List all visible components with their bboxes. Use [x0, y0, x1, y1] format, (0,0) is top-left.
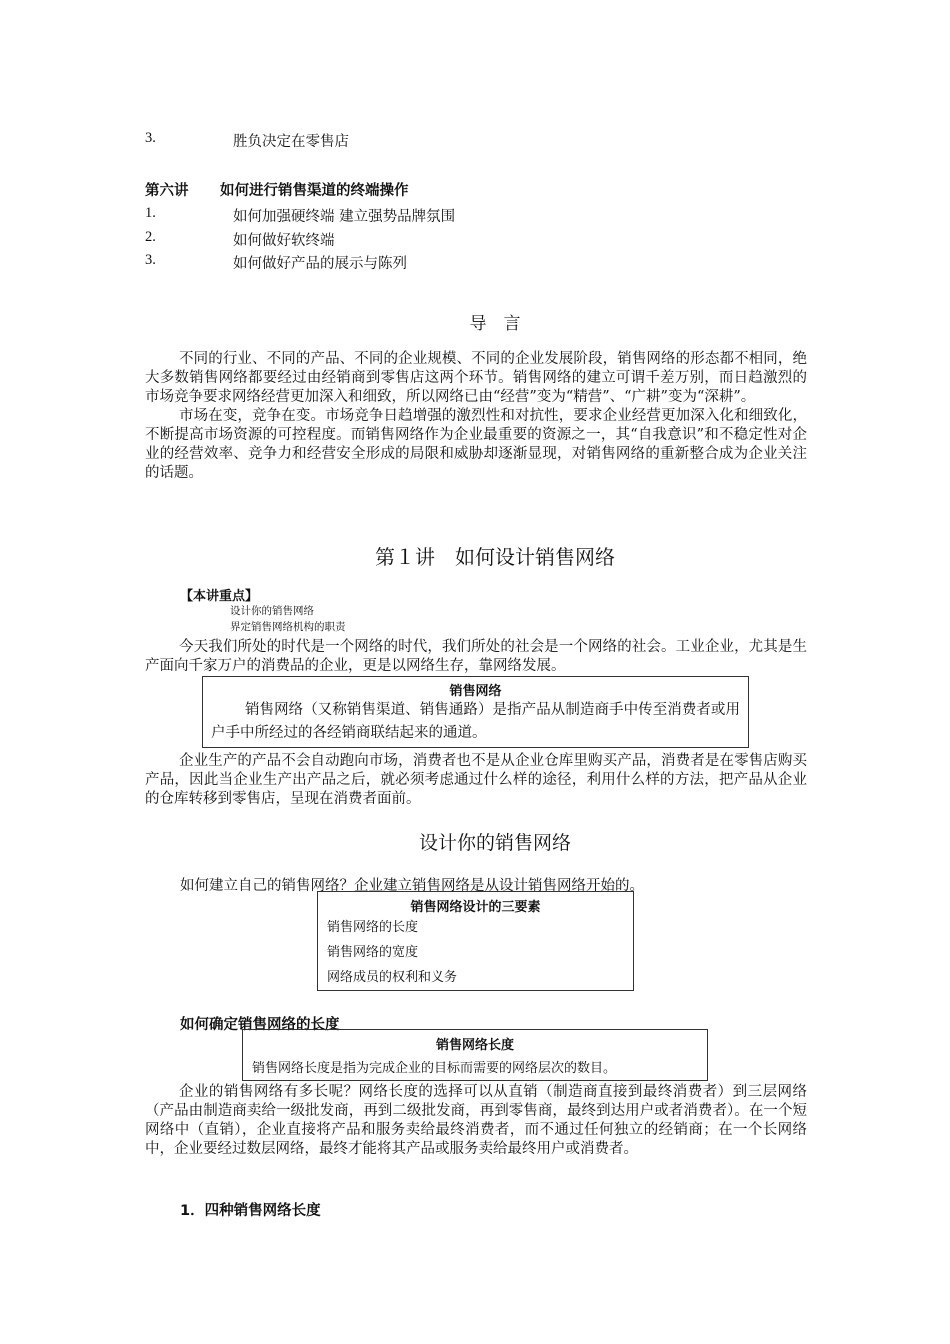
elements-box — [317, 891, 634, 991]
length-para — [145, 1083, 807, 1159]
lecture6-item-text: 如何做好产品的展示与陈列 — [233, 256, 407, 272]
elements-box-item: 网络成员的权利和义务 — [327, 970, 458, 985]
paragraph-text: 企业生产的产品不会自动跑向市场，消费者也不是从企业仓库里购买产品，消费者是在零售店购买产品，因此当企业生产出产品之后，就必须考虑通过什么样的途径，利用什么样的方法，把产品从企业的仓库转移到零售店，呈现在消费者面前。 — [145, 753, 807, 807]
paragraph-text: 企业的销售网络有多长呢？网络长度的选择可以从直销（制造商直接到最终消费者）到三层网络（产品由制造商卖给一级批发商，再到二级批发商，再到零售商，最终到达用户或者消费者）。在一个短网络中（直销），企业直接将产品和服务卖给最终消费者，而不通过任何独立的经销商；在一个长网络中，企业要经过数层网络，最终才能将其产品或服务卖给最终用户或消费者。 — [145, 1084, 807, 1157]
lecture6-label: 第六讲 — [145, 183, 189, 199]
definition-box — [202, 676, 749, 748]
subheading-four-lengths: 1．四种销售网络长度 — [180, 1203, 321, 1219]
intro-paragraph: 市场在变，竞争在变。市场竞争日趋增强的激烈性和对抗性，要求企业经营更加深入化和细致化，不断提高市场资源的可控程度。而销售网络作为企业最重要的资源之一，其“自我意识”和不稳定性对企业的经营效率、竞争力和经营安全形成的局限和威胁却逐渐显现，对销售网络的重新整合成为企业关注的话题。 — [145, 408, 807, 481]
intro-body — [145, 350, 807, 483]
definition-box-text: 销售网络（又称销售渠道、销售通路）是指产品从制造商手中传至消费者或用户手中所经过的各经销商联结起来的通道。 — [211, 702, 740, 741]
length-heading: 如何确定销售网络的长度 — [180, 1017, 340, 1033]
toc-item-number: 3. — [145, 130, 156, 146]
design-intro: 如何建立自己的销售网络？企业建立销售网络是从设计销售网络开始的。 — [180, 878, 644, 894]
length-box-title: 销售网络长度 — [435, 1038, 514, 1053]
toc-item-text: 胜负决定在零售店 — [233, 134, 349, 150]
lecture6-item-number: 2. — [145, 229, 156, 245]
elements-box-item: 销售网络的宽度 — [327, 945, 419, 960]
intro-heading: 导 言 — [469, 314, 521, 334]
design-heading: 设计你的销售网络 — [418, 832, 571, 854]
definition-box-title: 销售网络 — [449, 684, 502, 699]
lecture6-item-number: 3. — [145, 252, 156, 268]
focus-label: 【本讲重点】 — [180, 589, 259, 604]
focus-item: 界定销售网络机构的职责 — [230, 621, 346, 633]
lecture1-heading: 第１讲 如何设计销售网络 — [375, 545, 615, 569]
lecture6-item-text: 如何做好软终端 — [233, 233, 335, 249]
lecture1-para1 — [145, 638, 807, 676]
lecture6-item-text: 如何加强硬终端 建立强势品牌氛围 — [233, 209, 456, 225]
lecture6-item-number: 1. — [145, 205, 156, 221]
length-box — [242, 1029, 708, 1081]
intro-paragraph: 不同的行业、不同的产品、不同的企业规模、不同的企业发展阶段，销售网络的形态都不相同，绝大多数销售网络都要经过由经销商到零售店这两个环节。销售网络的建立可谓千差万别，而日趋激烈的市场竞争要求网络经营更加深入和细致，所以网络已由“经营”变为“精营”、“广耕”变为“深耕”。 — [145, 351, 807, 405]
lecture1-para2 — [145, 752, 807, 809]
length-box-text: 销售网络长度是指为完成企业的目标而需要的网络层次的数目。 — [252, 1061, 617, 1076]
elements-box-title: 销售网络设计的三要素 — [410, 900, 541, 915]
elements-box-item: 销售网络的长度 — [327, 920, 419, 935]
lecture6-title: 如何进行销售渠道的终端操作 — [220, 183, 409, 199]
paragraph-text: 今天我们所处的时代是一个网络的时代，我们所处的社会是一个网络的社会。工业企业，尤其是生产面向千家万户的消费品的企业，更是以网络生存，靠网络发展。 — [145, 639, 807, 674]
focus-item: 设计你的销售网络 — [230, 605, 314, 617]
